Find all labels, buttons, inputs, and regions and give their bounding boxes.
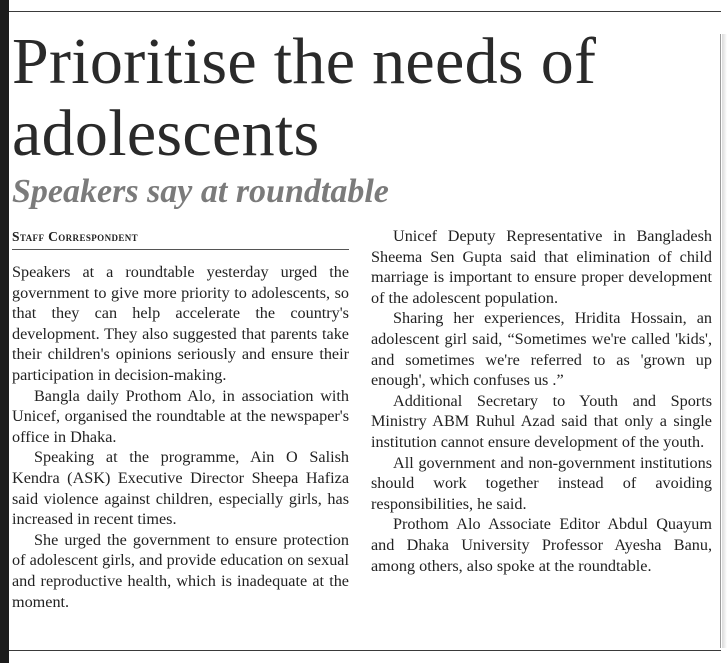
paragraph: Prothom Alo Associate Editor Abdul Quayum and Dhaka University Professor Ayesha Banu, among others, also spoke at the roundtable.	[371, 515, 712, 575]
paragraph: Sharing her experiences, Hridita Hossain, an adolescent girl said, “Sometimes we're called 'kids', and sometimes we're referred to as 'grown up enough', which confuses us .”	[371, 309, 712, 390]
headline: Prioritise the needs of adolescents	[12, 25, 597, 170]
paragraph: Additional Secretary to Youth and Sports Ministry ABM Ruhul Azad said that only a single institution cannot ensure development of the youth.	[371, 391, 712, 451]
paragraph: Speakers at a roundtable yesterday urged the government to give more priority to adolescents, so that they can help accelerate the country's development. They also suggested that parents take their children's opinions seriously and ensure their participation in decision-making.	[12, 263, 349, 384]
bottom-rule	[9, 650, 721, 651]
paragraph: She urged the government to ensure protection of adolescent girls, and provide education on sexual and reproductive health, which is inadequate at the moment.	[12, 530, 349, 611]
byline: Staff Correspondent	[12, 229, 139, 244]
paragraph: Bangla daily Prothom Alo, in association with Unicef, organised the roundtable at the newspaper's office in Dhaka.	[12, 386, 349, 446]
byline-rule	[12, 249, 349, 250]
scan-edge-left	[0, 0, 9, 663]
paragraph: Speaking at the programme, Ain O Salish Kendra (ASK) Executive Director Sheepa Hafiza said violence against children, especially girls, has increased in recent times.	[12, 448, 349, 529]
subheadline: Speakers say at roundtable	[12, 173, 389, 210]
paragraph: Unicef Deputy Representative in Bangladesh Sheema Sen Gupta said that elimination of child marriage is important to ensure proper development of the adolescent population.	[371, 227, 712, 307]
scan-edge-right	[722, 34, 727, 648]
right-rule	[720, 34, 721, 648]
left-column	[12, 262, 349, 612]
paragraph: All government and non-government institutions should work together instead of avoiding responsibilities, he said.	[371, 453, 712, 513]
top-rule	[9, 11, 721, 12]
right-column	[371, 226, 712, 576]
